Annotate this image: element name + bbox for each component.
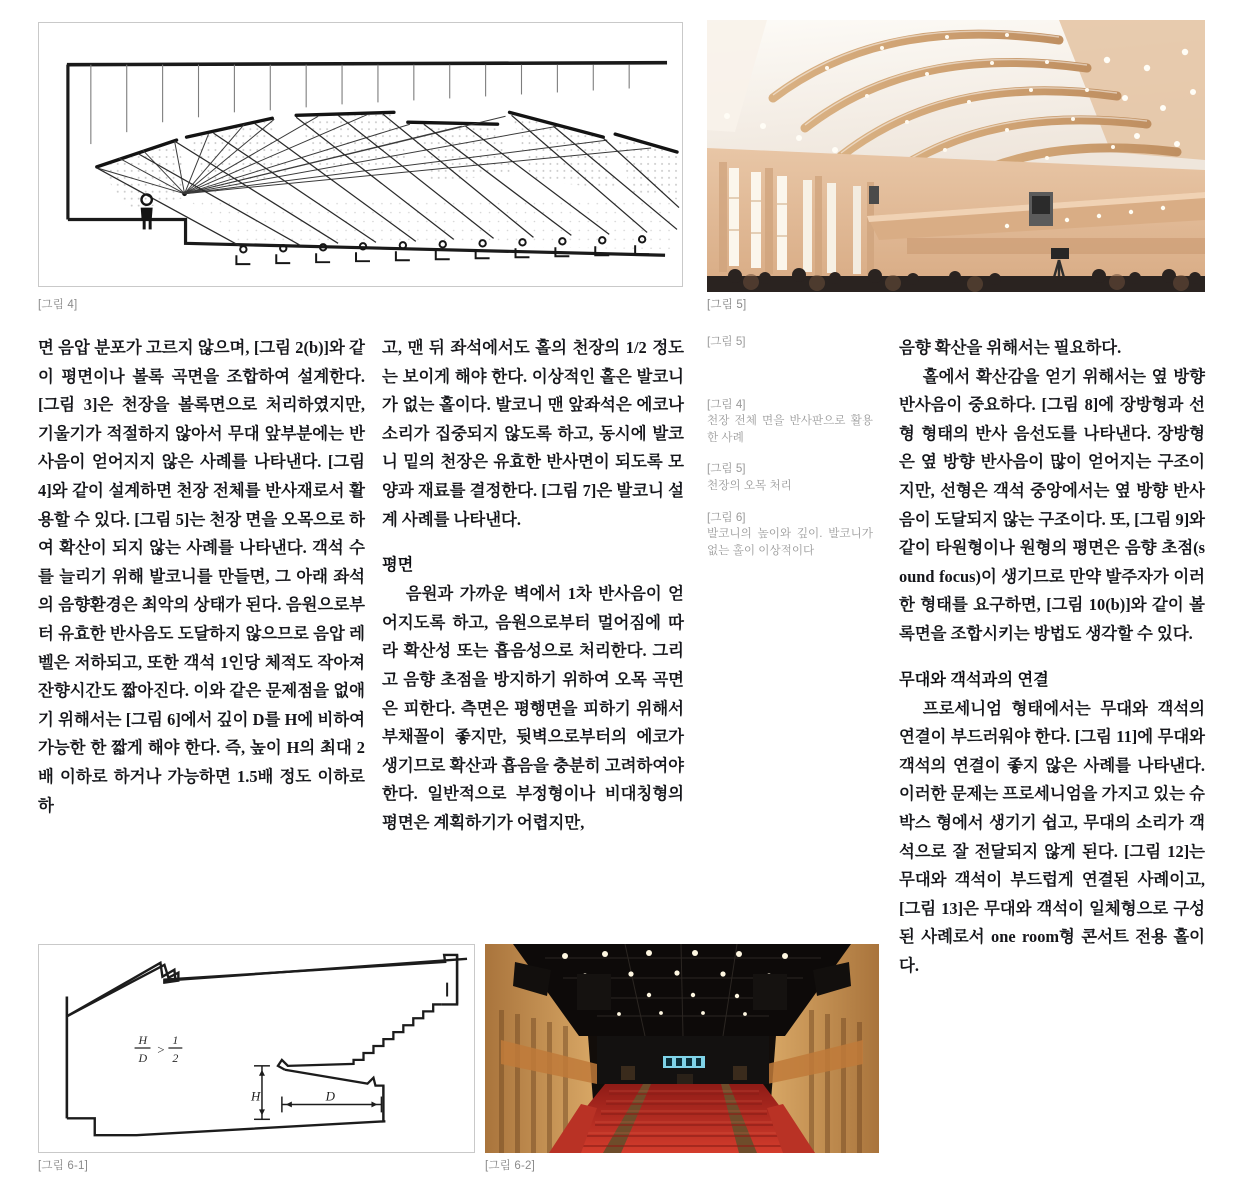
col2-paragraph-1: 고, 맨 뒤 좌석에서도 홀의 천장의 1/2 정도는 보이게 해야 한다. 이상적인 홀은 발코니가 없는 홀이다. 발코니 맨 앞좌석은 에코나 소리가 집중되지 않도록 하고, 동시에 발코니 밑의 천장은 유효한 반사면이 되도록 모양과 재료를 결정한다. [그림 7]은 발코니 설계 사례를 나타낸다. [382,338,684,529]
caption-number: [그림 6] [707,510,746,524]
depth-label-D: D [325,1089,336,1104]
caption-number: [그림 4] [707,397,746,411]
figure-4-ray-diagram [38,22,683,287]
caption-text: 천장 전체 면을 반사판으로 활용한 사례 [707,414,873,444]
height-label-H: H [251,1089,261,1104]
caption-number: [그림 5] [707,462,746,476]
col4-paragraph-1: 음향 확산을 위해서는 필요하다. [899,338,1122,357]
formula-one: 1 [172,1033,179,1048]
text-column-1 [38,334,365,820]
figure-6-1-balcony-section [38,944,475,1153]
formula-two: 2 [172,1050,179,1065]
col2-heading-plan: 평면 [382,556,414,575]
caption-block-fig5 [707,461,873,494]
col4-paragraph-2: 홀에서 확산감을 얻기 위해서는 옆 방향 반사음이 중요하다. [그림 8]에 장방형과 선형 형태의 반사 음선도를 나타낸다. 장방형은 옆 방향 반사음이 많이 얻어지는 구조이지만, 선형은 객석 중앙에서는 옆 방향 반사음이 도달되지 않는 구조이다. 또, [그림 9]와 같이 타원형이나 원형의 평면은 음향 초점(sound focus)이 생기므로 만약 발주자가 이러한 형태를 요구하면, [그림 10(b)]와 같이 볼록면을 조합시키는 방법도 생각할 수 있다. [899,366,1205,643]
figure-6-2-caption: [그림 6-2] [485,1160,536,1172]
text-column-2 [382,334,684,838]
col4-heading-stage-audience: 무대와 객석과의 연결 [899,670,1049,689]
figure-4-caption: [그림 4] [38,299,78,311]
figure-6-1-caption: [그림 6-1] [38,1160,89,1172]
formula-D: D [138,1050,148,1065]
figure-caption-column [707,334,873,574]
col2-paragraph-2: 음원과 가까운 벽에서 1차 반사음이 얻어지도록 하고, 음원으로부터 멀어짐에 따라 확산성 또는 흡음성으로 처리한다. 그리고 음향 초점을 방지하기 위하여 오목 곡면은 피한다. 측면은 평행면을 피하기 위해서 부채꼴이 좋지만, 뒷벽으로부터의 에코가 생기므로 확산과 흡음을 충분히 고려하여야 한다. 일반적으로 부정형이나 비대칭형의 평면은 계획하기가 어렵지만, [382,584,684,832]
caption-block-fig4 [707,397,873,447]
figure-5-caption: [그림 5] [707,299,747,311]
hall-photo-svg [707,20,1205,292]
caption-text: 발코니의 높이와 깊이. 발코니가 없는 홀이 이상적이다 [707,527,873,557]
figure-6-2-theatre-photo [485,944,879,1153]
caption-block-fig6 [707,510,873,560]
caption-number: [그림 5] [707,335,746,348]
figure-5-hall-photo [707,20,1205,292]
formula-H: H [138,1033,148,1048]
caption-block-fig5-top [707,334,873,351]
text-column-4 [899,334,1205,980]
theatre-photo-svg [485,944,879,1153]
col1-paragraph-1: 면 음압 분포가 고르지 않으며, [그림 2(b)]와 같이 평면이나 볼록 곡면을 조합하여 설계한다. [그림 3]은 천장을 볼록면으로 처리하였지만, 기울기가 적절하지 않아서 무대 앞부분에는 반사음이 얻어지지 않은 사례를 나타낸다. [그림 4]와 같이 설계하면 천장 전체를 반사재로서 활용할 수 있다. [그림 5]는 천장 면을 오목으로 하여 확산이 되지 않는 사례를 나타낸다. 객석 수를 늘리기 위해 발코니를 만들면, 그 아래 좌석의 음향환경은 최악의 상태가 된다. 음원으로부터 유효한 반사음도 도달하지 않으므로 음압 레벨은 저하되고, 또한 객석 1인당 체적도 작아져 잔향시간도 짧아진다. 이와 같은 문제점을 없애기 위해서는 [그림 6]에서 깊이 D를 H에 비하여 가능한 한 짧게 해야 한다. 즉, 높이 H의 최대 2배 이하로 하거나 가능하면 1.5배 정도 이하로 하 [38,338,365,815]
col4-paragraph-3: 프로세니엄 형태에서는 무대와 객석의 연결이 부드러워야 한다. [그림 11]에 무대와 객석의 연결이 좋지 않은 사례를 나타낸다. 이러한 문제는 프로세니엄을 가지고 있는 슈박스 형에서 생기기 쉽고, 무대의 소리가 객석으로 잘 전달되지 않게 된다. [그림 12]는 무대와 객석이 부드럽게 연결된 사례이고, [그림 13]은 무대와 객석이 일체형으로 구성된 사례로서 one room형 콘서트 전용 홀이다. [899,698,1205,975]
ray-diagram-svg [39,23,682,286]
formula-gt: > [156,1042,166,1057]
caption-text: 천장의 오목 처리 [707,478,792,492]
balcony-section-svg [39,945,474,1152]
